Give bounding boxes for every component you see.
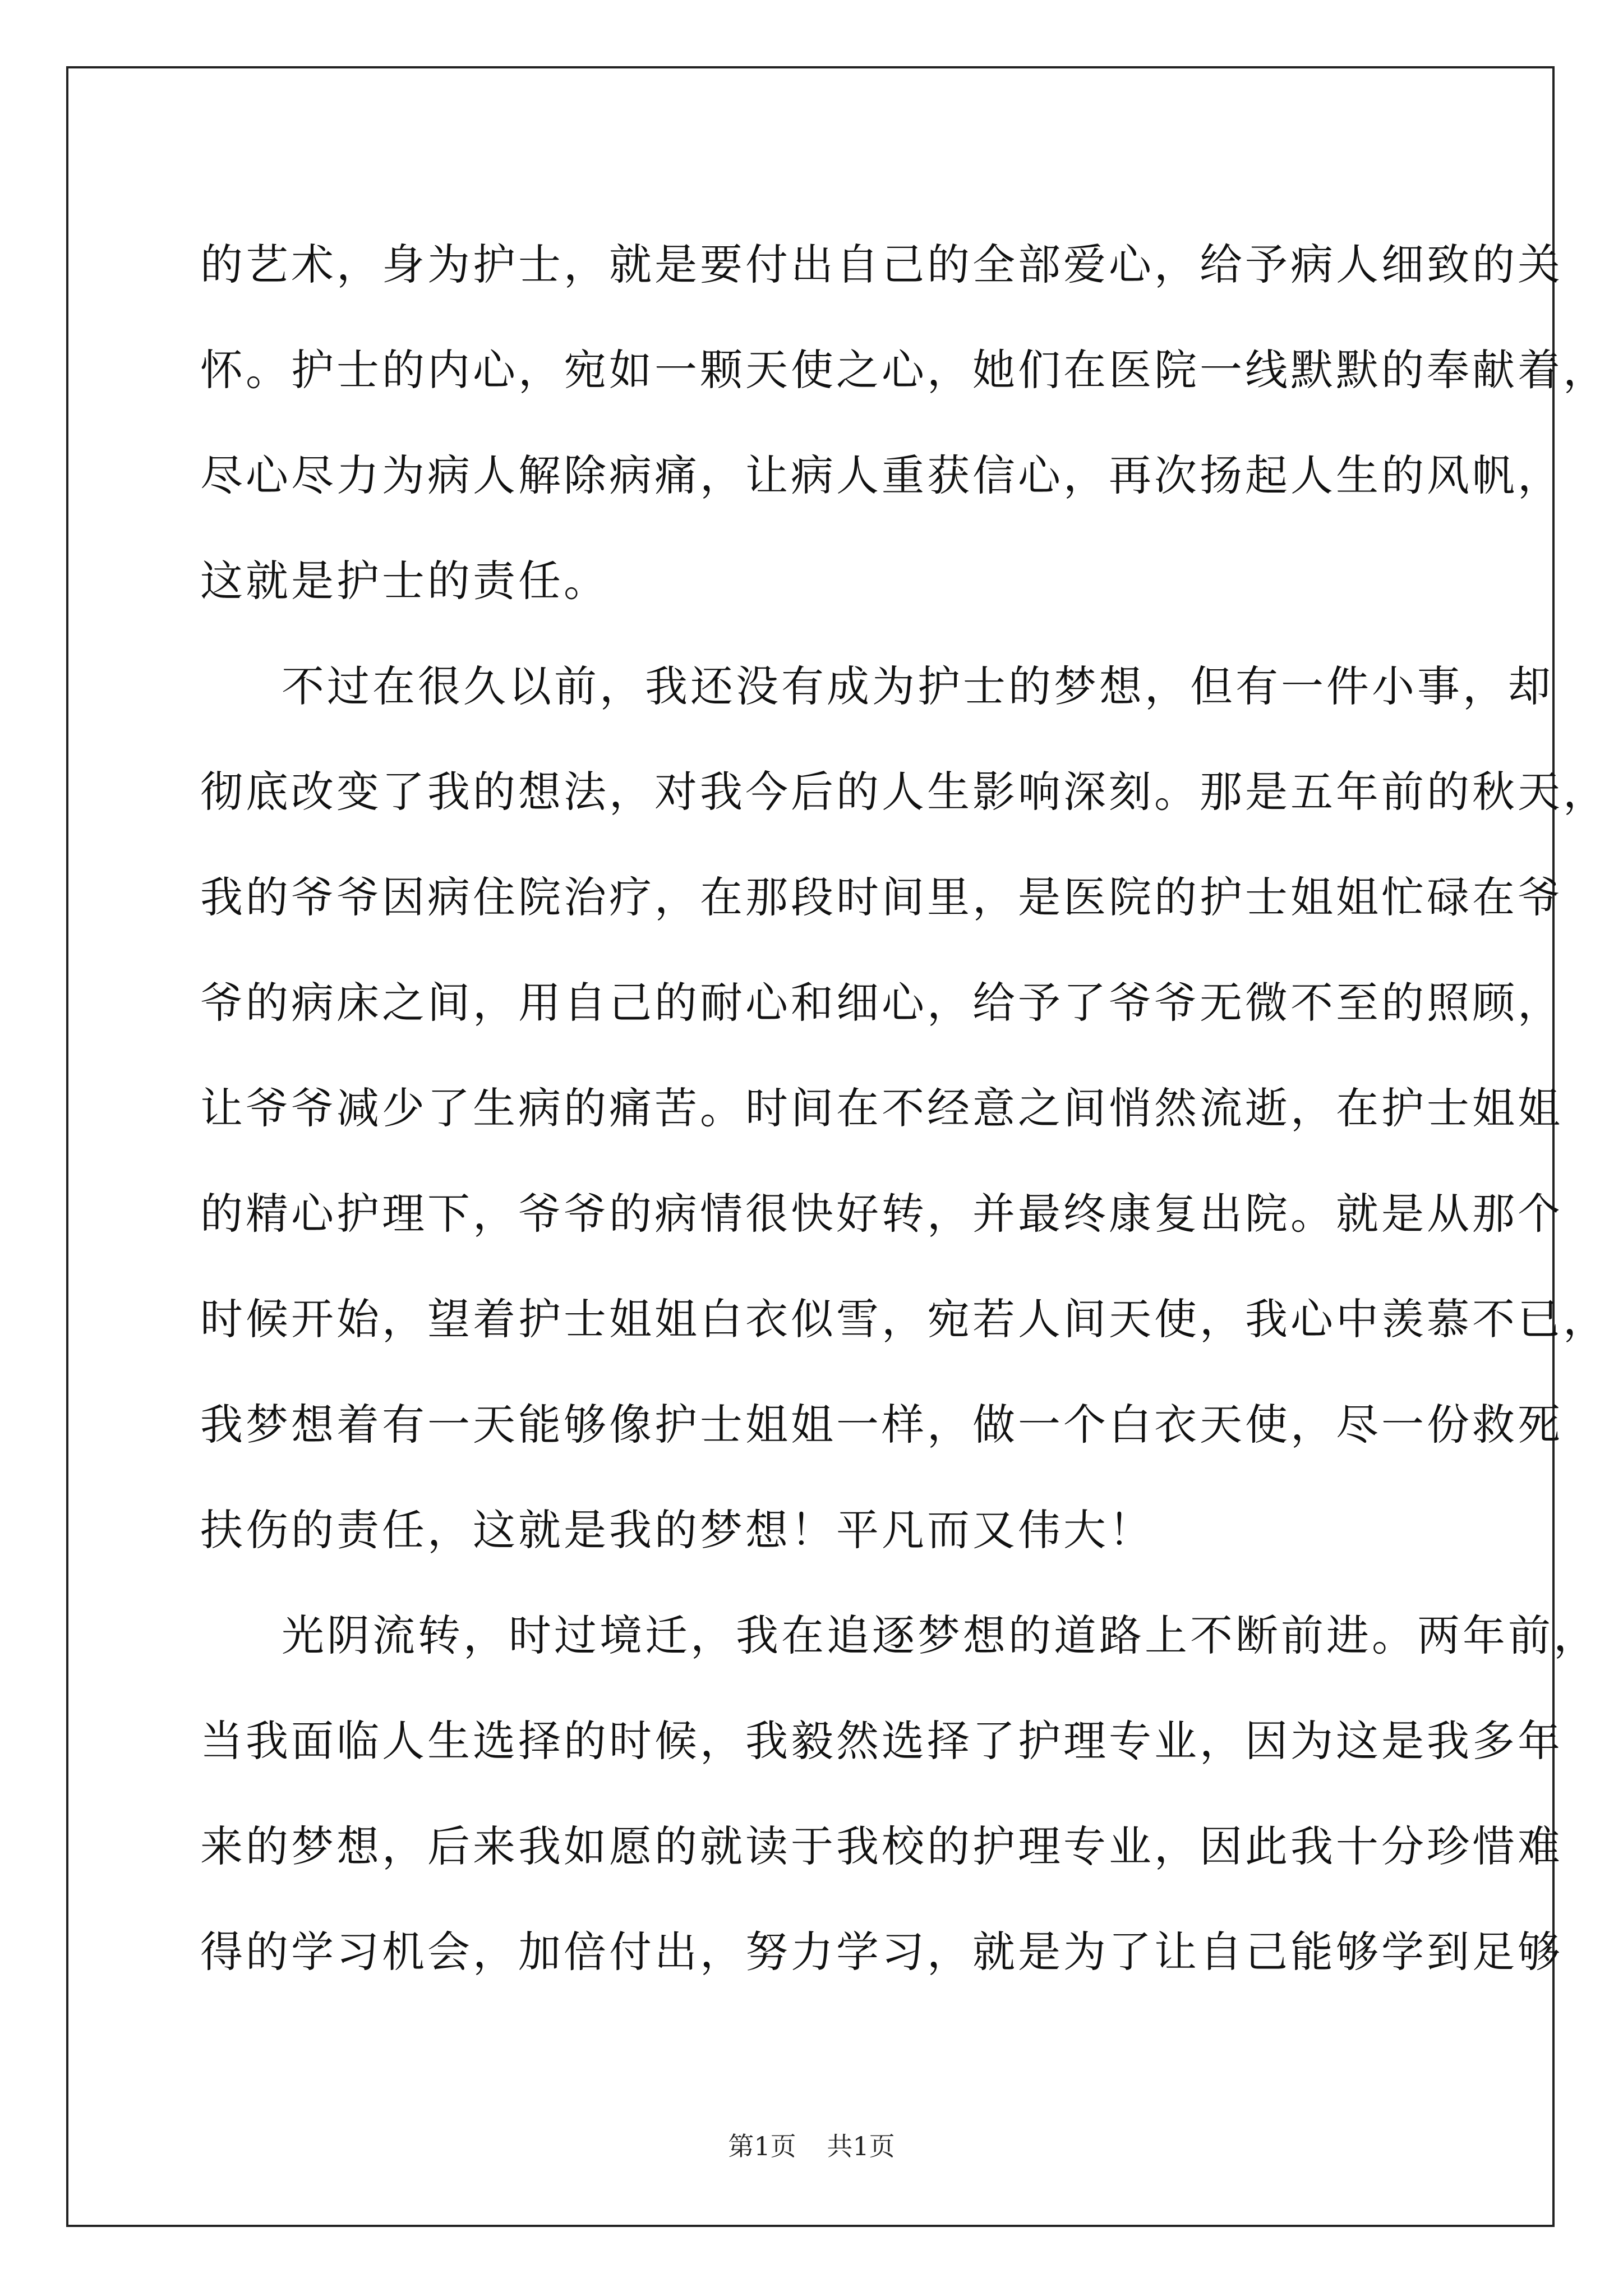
text-line: 我梦想着有一天能够像护士姐姐一样，做一个白衣天使，尽一份救死 [200,1400,1563,1450]
text-line: 时候开始，望着护士姐姐白衣似雪，宛若人间天使，我心中羡慕不已， [200,1294,1608,1344]
text-line: 这就是护士的责任。 [200,556,609,606]
text-line: 爷的病床之间，用自己的耐心和细心，给予了爷爷无微不至的照顾， [200,978,1563,1028]
paragraph-start-line: 不过在很久以前，我还没有成为护士的梦想，但有一件小事，却 [282,661,1553,711]
text-line: 得的学习机会，加倍付出，努力学习，就是为了让自己能够学到足够 [200,1927,1563,1977]
text-line: 我的爷爷因病住院治疗，在那段时间里，是医院的护士姐姐忙碌在爷 [200,872,1563,922]
text-line: 让爷爷减少了生病的痛苦。时间在不经意之间悄然流逝，在护士姐姐 [200,1083,1563,1133]
page-footer [0,2126,1623,2163]
text-line: 尽心尽力为病人解除病痛，让病人重获信心，再次扬起人生的风帆， [200,450,1563,500]
paragraph-start-line: 光阴流转，时过境迁，我在追逐梦想的道路上不断前进。两年前， [282,1611,1599,1660]
text-line: 怀。护士的内心，宛如一颗天使之心，她们在医院一线默默的奉献着， [200,345,1608,395]
page-number: 第1页 [728,2131,796,2161]
text-line: 彻底改变了我的想法，对我今后的人生影响深刻。那是五年前的秋天， [200,767,1608,817]
page-total: 共1页 [827,2131,895,2161]
text-line: 来的梦想，后来我如愿的就读于我校的护理专业，因此我十分珍惜难 [200,1821,1563,1871]
document-body [200,212,1608,2005]
text-line: 扶伤的责任，这就是我的梦想！平凡而又伟大！ [200,1505,1154,1555]
text-line: 的艺术，身为护士，就是要付出自己的全部爱心，给予病人细致的关 [200,240,1563,289]
text-line: 当我面临人生选择的时候，我毅然选择了护理专业，因为这是我多年 [200,1716,1563,1766]
text-line: 的精心护理下，爷爷的病情很快好转，并最终康复出院。就是从那个 [200,1189,1563,1239]
